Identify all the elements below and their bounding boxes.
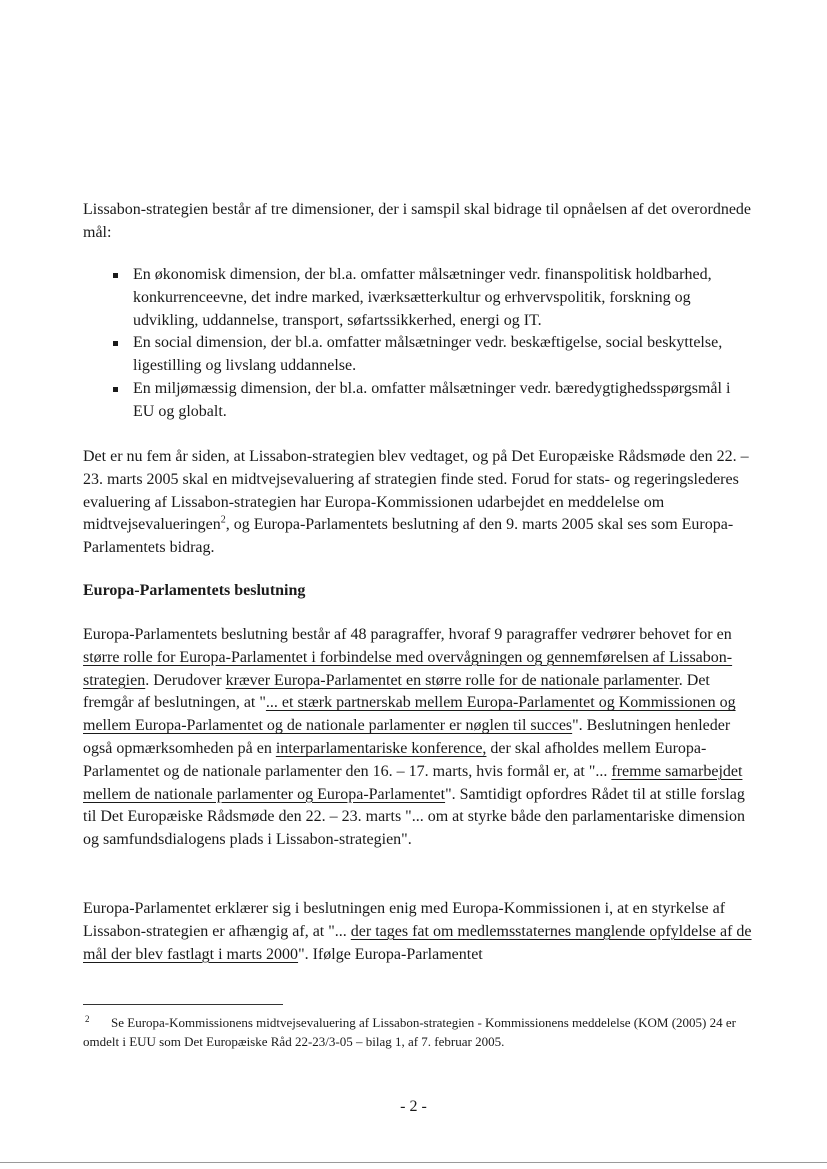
list-item: En økonomisk dimension, der bl.a. omfatter målsætninger vedr. finanspolitisk holdbarhed, konkurrenceevne, det indre marked, iværksætterkultur og erhvervspolitik, forskning og udvikling, uddannelse, transport, søfartssikkerhed, energi og IT. [113, 264, 753, 332]
evaluation-paragraph: Det er nu fem år siden, at Lissabon-strategien blev vedtaget, og på Det Europæiske Rådsmøde den 22. – 23. marts 2005 skal en midtvejsevaluering af strategien finde sted. Forud for stats- og regeringslederes evaluering af Lissabon-strategien har Europa-Kommissionen udarbejdet en meddelelse om midtvejsevalueringen$^2$, og Europa-Parlamentets beslutning af den 9. marts 2005 skal ses som Europa-Parlamentets bidrag. [83, 448, 749, 557]
underlined-text: interparlamentariske konference, [275, 739, 487, 757]
resolution-paragraph: Europa-Parlamentets beslutning består af 48 paragraffer, hvoraf 9 paragraffer vedrører behovet for en større rolle for Europa-Parlamentet i forbindelse med overvågningen og gennemførelsen af Lissabon-strategien. Derudover kræver Europa-Parlamentet en større rolle for de nationale parlamenter. Det fremgår af beslutningen, at "... et stærk partnerskab mellem Europa-Parlamentet og Kommissionen og mellem Europa-Parlamentet og de nationale parlamenter er nøglen til succes". Beslutningen henleder også opmærksomheden på en interparlamentariske konference, der skal afholdes mellem Europa-Parlamentet og de nationale parlamenter den 16. – 17. marts, hvis formål er, at "... fremme samarbejdet mellem de nationale parlamenter og Europa-Parlamentet". Samtidigt opfordres Rådet til at stille forslag til Det Europæiske Rådsmøde den 22. – 23. marts "... om at styrke både den parlamentariske dimension og samfundsdialogens plads i Lissabon-strategien". [83, 626, 745, 849]
dimension-list [113, 264, 753, 424]
footnote-reference[interactable]: 2 [220, 515, 226, 527]
agreement-paragraph: Europa-Parlamentet erklærer sig i beslutningen enig med Europa-Kommissionen i, at en styrkelse af Lissabon-strategien er afhængig af, at "... der tages fat om medlemsstaternes manglende opfyldelse af de mål der blev fastlagt i marts 2000". Ifølge Europa-Parlamentet [83, 900, 752, 963]
underlined-text: der tages fat om medlemsstaternes manglende opfyldelse af de mål der blev fastlagt i marts 2000 [83, 922, 752, 963]
section-heading: Europa-Parlamentets beslutning [83, 582, 306, 599]
footnote: 2 Se Europa-Kommissionens midtvejsevaluering af Lissabon-strategien - Kommissionens meddelelse (KOM (2005) 24 er omdelt i EUU som Det Europæiske Råd 22-23/3-05 – bilag 1, af 7. februar 2005. [83, 1013, 736, 1049]
underlined-text: kræver Europa-Parlamentet en større rolle for de nationale parlamenter [225, 671, 679, 689]
bullet-icon [113, 273, 118, 278]
underlined-text: større rolle for Europa-Parlamentet i forbindelse med overvågningen og gennemførelsen af Lissabon-strategien [83, 648, 733, 689]
footnote-text: Se Europa-Kommissionens midtvejsevaluering af Lissabon-strategien - Kommissionens meddelelse (KOM (2005) 24 er omdelt i EUU som Det Europæiske Råd 22-23/3-05 – bilag 1, af 7. februar 2005. [83, 1015, 736, 1049]
bullet-icon [113, 341, 118, 346]
footnote-divider [83, 1004, 283, 1005]
page-bottom-edge [0, 1162, 827, 1163]
list-item: En miljømæssig dimension, der bl.a. omfatter målsætninger vedr. bæredygtighedsspørgsmål i EU og globalt. [113, 378, 753, 424]
underlined-text: ... et stærk partnerskab mellem Europa-Parlamentet og Kommissionen og mellem Europa-Parlamentet og de nationale parlamenter er nøglen til succes [83, 694, 736, 735]
underlined-text: fremme samarbejdet mellem de nationale parlamenter og Europa-Parlamentet [83, 762, 743, 803]
page-number: - 2 - [400, 1098, 427, 1115]
intro-paragraph: Lissabon-strategien består af tre dimensioner, der i samspil skal bidrage til opnåelsen af det overordnede mål: [83, 201, 752, 241]
bullet-icon [113, 387, 118, 392]
list-item: En social dimension, der bl.a. omfatter målsætninger vedr. beskæftigelse, social beskyttelse, ligestilling og livslang uddannelse. [113, 332, 753, 378]
